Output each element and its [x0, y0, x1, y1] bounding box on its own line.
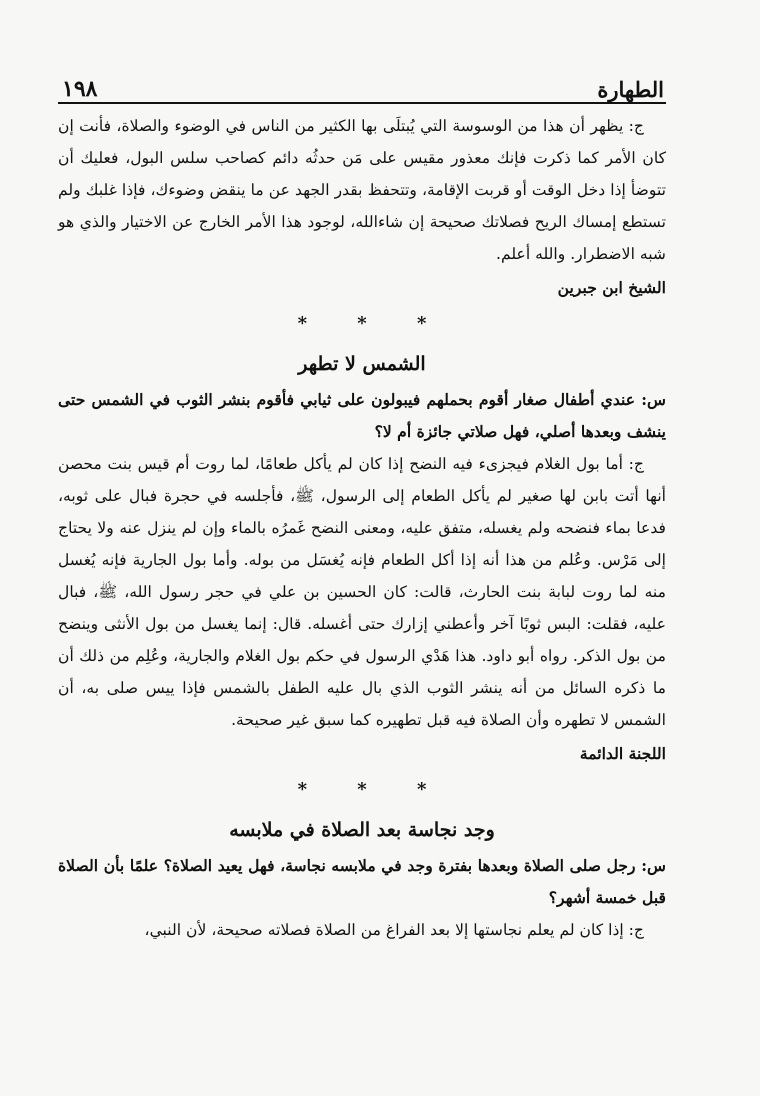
fatwa-signature: الشيخ ابن جبرين: [557, 278, 666, 297]
section-heading: وجد نجاسة بعد الصلاة في ملابسه: [229, 819, 495, 841]
answer-paragraph: ج: إذا كان لم يعلم نجاستها إلا بعد الفراغ من الصلاة فصلاته صحيحة، لأن النبي،: [144, 921, 644, 939]
question-paragraph: س: رجل صلى الصلاة وبعدها بفترة وجد في ملابسه نجاسة، فهل يعيد الصلاة؟ علمًا بأن الصلاة قبل خمسة أشهر؟: [58, 856, 666, 907]
fatwa-signature: اللجنة الدائمة: [579, 744, 666, 763]
answer-paragraph: ج: أما بول الغلام فيجزىء فيه النضح إذا كان لم يأكل طعامًا، لما روت أم قيس بنت محصن أنها أتت بابن لها صغير لم يأكل الطعام إلى الرسول، ﷺ، فأجلسه في حجرة فبال على ثوبه، فدعا بماء فنضحه ولم يغسله، متفق عليه، ومعنى النضح غَمرُه بالماء وإن لم ينزل عنه ولا يحتاج إلى مَرْس. وعُلم من هذا أنه إذا أكل الطعام فإنه يُغسَل من بوله. وأما بول الجارية فإنه يُغسل منه لما روت لبابة بنت الحارث، قالت: كان الحسين بن علي في حجر رسول الله، ﷺ، فبال عليه، فقلت: البس ثوبًا آخر وأعطني إزارك حتى أغسله. قال: إنما يغسل من بول الأنثى وينضح من بول الذكر. رواه أبو داود. هذا هَدْي الرسول في حكم بول الغلام والجارية، وعُلِم من ذلك أن ما ذكره السائل من أنه ينشر الثوب الذي بال عليه الطفل بالشمس فإذا ييس صلى به، أن الشمس لا تطهره وأن الصلاة فيه قبل تطهيره كما سبق غير صحيحة.: [58, 455, 666, 729]
answer-paragraph: ج: يظهر أن هذا من الوسوسة التي يُبتلَى بها الكثير من الناس في الوضوء والصلاة، فأنت إن كان الأمر كما ذكرت فإنك معذور مقيس على مَن حدثُه دائم كصاحب سلس البول، فعليك أن تتوضأ إذا دخل الوقت أو قربت الإقامة، وتتحفظ بقدر الجهد عن ما ينقض وضوءك، فإذا غلبك ولم تستطع إمساك الريح فصلاتك صحيحة إن شاءالله، لوجود هذا الأمر الخارج عن الاختيار والذي هو شبه الاضطرار. والله أعلم.: [58, 117, 666, 263]
section-separator: * * *: [297, 313, 449, 334]
section-separator: * * *: [297, 779, 449, 800]
page-number: ١٩٨: [62, 76, 98, 102]
page-content: [58, 104, 666, 946]
section-heading: الشمس لا تطهر: [298, 353, 426, 375]
book-page: [58, 62, 666, 1072]
chapter-title: الطهارة: [597, 77, 664, 102]
page-header: [58, 62, 666, 104]
question-paragraph: س: عندي أطفال صغار أقوم بحملهم فيبولون على ثيابي فأقوم بنشر الثوب في الشمس حتى ينشف وبعدها أصلي، فهل صلاتي جائزة أم لا؟: [58, 390, 666, 441]
